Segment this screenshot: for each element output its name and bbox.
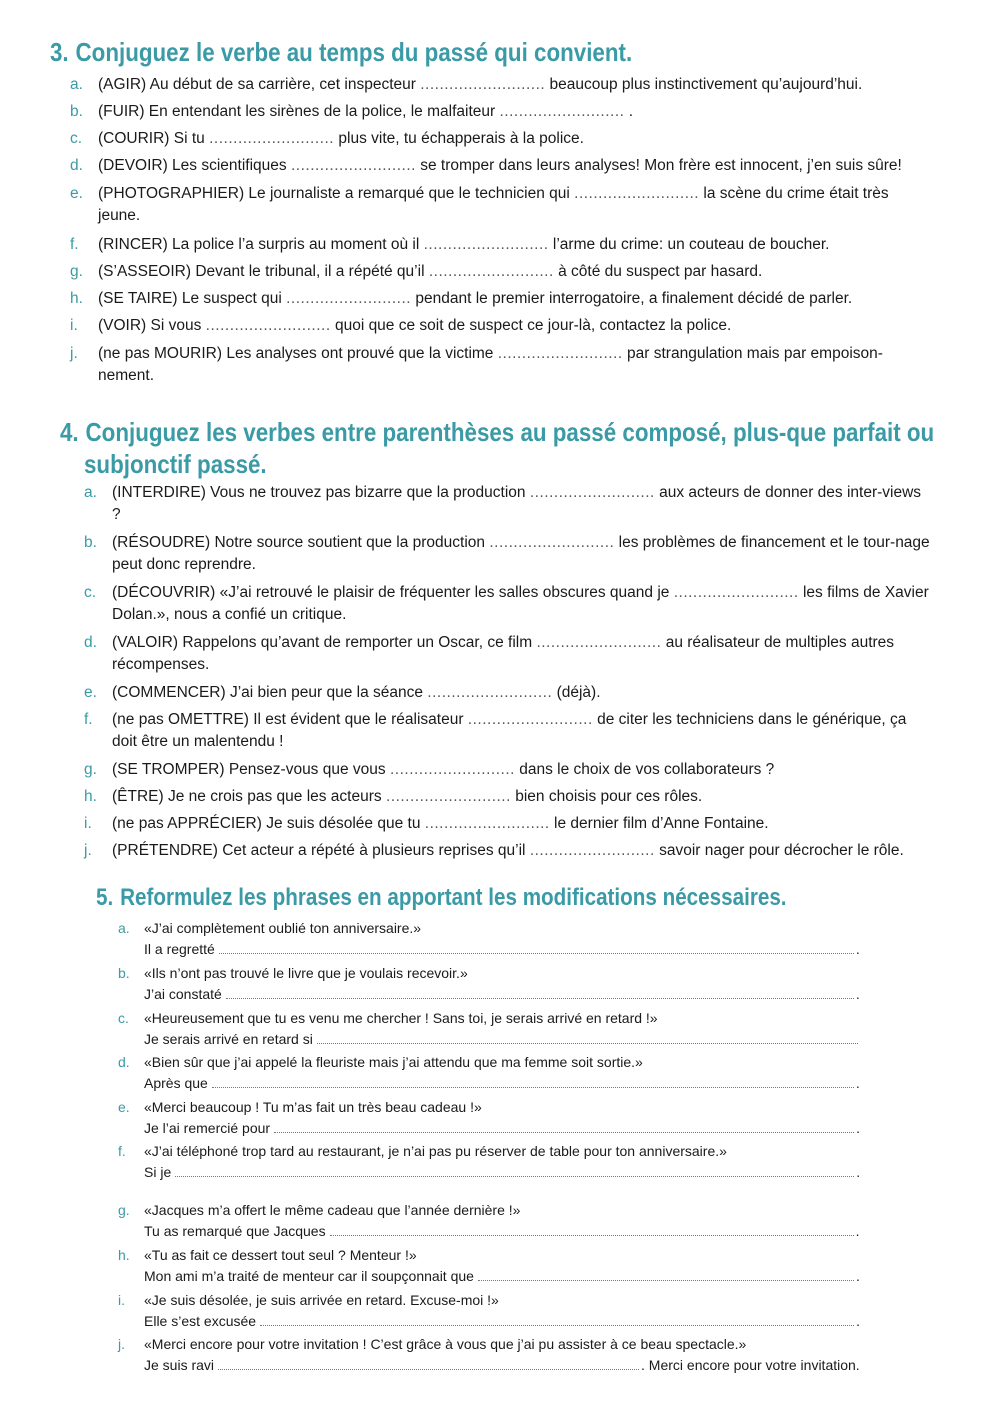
answer-blank[interactable]	[317, 1031, 858, 1044]
answer-blank[interactable]: ..........................	[209, 130, 335, 147]
exercise-item	[118, 963, 858, 1007]
quote-sentence: «Ils n’ont pas trouvé le livre que je voulais recevoir.»	[144, 965, 468, 981]
prompt-text: (COURIR) Si tu	[98, 130, 205, 147]
exercise-item	[70, 74, 930, 96]
answer-end: .	[855, 941, 860, 957]
exercise-item	[84, 632, 930, 678]
answer-start: Mon ami m’a traité de menteur car il soupçonnait que	[144, 1268, 474, 1284]
prompt-text: (RINCER) La police l’a surpris au moment où il	[98, 236, 420, 253]
answer-line	[144, 1266, 858, 1287]
exercise-item	[118, 1245, 858, 1289]
prompt-text: (SE TROMPER) Pensez-vous que vous	[112, 761, 386, 778]
item-letter: a.	[118, 920, 130, 936]
answer-end: .	[855, 1268, 860, 1284]
exercise-item	[70, 183, 930, 229]
item-letter: f.	[84, 711, 93, 728]
item-letter: c.	[70, 130, 83, 147]
exercise-item	[70, 261, 930, 283]
answer-blank[interactable]: ..........................	[286, 290, 412, 307]
answer-start: Après que	[144, 1075, 208, 1091]
item-letter: e.	[118, 1099, 130, 1115]
item-letter: g.	[70, 263, 83, 280]
quote-sentence: «Merci encore pour votre invitation ! C’est grâce à vous que j’ai pu assister à ce beau spectacle.»	[144, 1336, 747, 1352]
exercise-5-title	[96, 884, 787, 912]
answer-blank[interactable]	[218, 1357, 639, 1370]
exercise-instruction: Conjuguez le verbe au temps du passé qui convient.	[75, 37, 633, 67]
answer-line	[144, 1162, 861, 1183]
quote-sentence: «Je suis désolée, je suis arrivée en retard. Excuse-moi !»	[144, 1292, 499, 1308]
exercise-item	[70, 288, 930, 310]
prompt-text-after: (déjà).	[556, 684, 601, 701]
item-letter: e.	[84, 684, 97, 701]
answer-start: Je suis ravi	[144, 1357, 215, 1373]
exercise-instruction: Conjuguez les verbes entre parenthèses au passé composé, plus-que parfait ou	[85, 417, 935, 447]
prompt-text: (COMMENCER) J’ai bien peur que la séance	[112, 684, 423, 701]
exercise-3-title	[50, 38, 632, 66]
exercise-item	[70, 155, 930, 177]
exercise-item	[84, 840, 930, 862]
item-letter: j.	[118, 1336, 125, 1352]
item-letter: b.	[70, 103, 83, 120]
answer-blank[interactable]	[274, 1120, 854, 1133]
prompt-text: (S’ASSEOIR) Devant le tribunal, il a répété qu’il	[98, 263, 425, 280]
item-letter: i.	[70, 317, 78, 334]
exercise-item	[118, 1290, 858, 1334]
exercise-item	[84, 682, 930, 704]
prompt-text-after: à côté du suspect par hasard.	[558, 263, 763, 280]
answer-blank[interactable]	[212, 1075, 854, 1088]
item-letter: f.	[70, 236, 79, 253]
answer-blank[interactable]	[219, 941, 854, 954]
answer-blank[interactable]: ..........................	[529, 842, 655, 859]
prompt-text-after: beaucoup plus instinctivement qu’aujourd’hui.	[549, 76, 863, 93]
prompt-text-after: de citer les techniciens dans le générique, ça doit être un malentendu !	[112, 711, 907, 750]
item-letter: i.	[84, 815, 92, 832]
exercise-item	[84, 813, 930, 835]
prompt-text-after: la scène du crime était très jeune.	[98, 185, 889, 224]
exercise-item	[70, 128, 930, 150]
item-letter: b.	[118, 965, 130, 981]
item-letter: j.	[70, 345, 78, 362]
answer-blank[interactable]	[175, 1164, 854, 1177]
exercise-item	[118, 1008, 858, 1052]
quote-sentence: «J’ai complètement oublié ton anniversaire.»	[144, 920, 422, 936]
item-letter: d.	[118, 1054, 130, 1070]
exercise-item	[118, 1334, 858, 1378]
item-letter: h.	[118, 1247, 130, 1263]
exercise-item	[118, 1097, 858, 1141]
answer-end: . Merci encore pour votre invitation.	[641, 1357, 860, 1373]
answer-start: Tu as remarqué que Jacques	[144, 1223, 326, 1239]
answer-blank[interactable]: ..........................	[389, 761, 515, 778]
answer-end: .	[856, 1120, 860, 1136]
prompt-text: (ÊTRE) Je ne crois pas que les acteurs	[112, 788, 382, 805]
prompt-text-after: les films de Xavier Dolan.», nous a confié un critique.	[112, 584, 929, 623]
item-letter: h.	[70, 290, 83, 307]
item-letter: c.	[118, 1010, 129, 1026]
exercise-item	[118, 918, 858, 962]
prompt-text: (FUIR) En entendant les sirènes de la police, le malfaiteur	[98, 103, 496, 120]
quote-sentence: «Merci beaucoup ! Tu m’as fait un très beau cadeau !»	[144, 1099, 482, 1115]
answer-blank[interactable]: ..........................	[673, 584, 799, 601]
answer-start: Il a regretté	[144, 941, 215, 957]
answer-end: .	[855, 1075, 860, 1091]
exercise-item	[84, 532, 930, 578]
prompt-text-after: au réalisateur de multiples autres récompenses.	[112, 634, 895, 673]
prompt-text: (AGIR) Au début de sa carrière, cet inspecteur	[98, 76, 416, 93]
answer-blank[interactable]: ..........................	[467, 711, 593, 728]
answer-blank[interactable]: ..........................	[205, 317, 331, 334]
prompt-text: (SE TAIRE) Le suspect qui	[98, 290, 282, 307]
answer-blank[interactable]: ..........................	[499, 103, 625, 120]
exercise-item	[84, 759, 930, 781]
exercise-4-title-line-2	[84, 450, 267, 478]
prompt-text-after: les problèmes de financement et le tour-nage peut donc reprendre.	[112, 534, 930, 573]
exercise-item	[70, 315, 930, 337]
answer-line	[144, 1073, 858, 1094]
exercise-instruction-continued: subjonctif passé.	[84, 449, 267, 479]
exercise-item	[84, 482, 930, 528]
item-letter: g.	[118, 1202, 130, 1218]
answer-line	[144, 1118, 858, 1139]
answer-start: Elle s’est excusée	[144, 1313, 257, 1329]
item-letter: e.	[70, 185, 83, 202]
prompt-text-after: se tromper dans leurs analyses! Mon frère est innocent, j’en suis sûre!	[420, 157, 902, 174]
answer-blank[interactable]: ..........................	[290, 157, 416, 174]
item-letter: a.	[70, 76, 83, 93]
prompt-text: (ne pas APPRÉCIER) Je suis désolée que tu	[112, 815, 421, 832]
answer-blank[interactable]: ..........................	[424, 815, 550, 832]
prompt-text: (VOIR) Si vous	[98, 317, 202, 334]
prompt-text-after: savoir nager pour décrocher le rôle.	[659, 842, 904, 859]
answer-line	[144, 984, 858, 1005]
exercise-number: 3.	[50, 37, 69, 67]
prompt-text: (RÉSOUDRE) Notre source soutient que la production	[112, 534, 486, 551]
exercise-item	[70, 343, 930, 389]
answer-line	[144, 1311, 858, 1332]
exercise-item	[118, 1200, 858, 1244]
answer-blank[interactable]	[478, 1268, 854, 1281]
exercise-instruction: Reformulez les phrases en apportant les modifications nécessaires.	[120, 884, 787, 911]
answer-blank[interactable]: ..........................	[489, 534, 615, 551]
prompt-text-after: bien choisis pour ces rôles.	[515, 788, 703, 805]
quote-sentence: «J’ai téléphoné trop tard au restaurant, je n’ai pas pu réserver de table pour ton anniversaire.»	[144, 1143, 727, 1159]
answer-start: Je l’ai remercié pour	[144, 1120, 271, 1136]
prompt-text: (ne pas MOURIR) Les analyses ont prouvé que la victime	[98, 345, 494, 362]
item-letter: j.	[84, 842, 92, 859]
answer-start: Je serais arrivé en retard si	[144, 1031, 313, 1047]
prompt-text-after: aux acteurs de donner des inter-views ?	[112, 484, 922, 523]
item-letter: b.	[84, 534, 97, 551]
item-letter: i.	[118, 1292, 125, 1308]
prompt-text: (ne pas OMETTRE) Il est évident que le réalisateur	[112, 711, 464, 728]
answer-blank[interactable]	[226, 986, 854, 999]
prompt-text-after: dans le choix de vos collaborateurs ?	[519, 761, 775, 778]
exercise-item	[70, 101, 930, 123]
prompt-text: (INTERDIRE) Vous ne trouvez pas bizarre que la production	[112, 484, 526, 501]
exercise-4-title	[60, 418, 934, 446]
prompt-text: (DÉCOUVRIR) «J’ai retrouvé le plaisir de fréquenter les salles obscures quand je	[112, 584, 670, 601]
item-letter: d.	[84, 634, 97, 651]
answer-blank[interactable]: ..........................	[427, 684, 553, 701]
item-letter: c.	[84, 584, 97, 601]
answer-blank[interactable]: ..........................	[428, 263, 554, 280]
exercise-number: 5.	[96, 884, 114, 911]
quote-sentence: «Tu as fait ce dessert tout seul ? Menteur !»	[144, 1247, 417, 1263]
answer-line	[144, 1029, 858, 1050]
answer-end: .	[856, 1164, 861, 1180]
exercise-item	[84, 582, 930, 628]
exercise-item	[84, 709, 930, 755]
answer-blank[interactable]	[260, 1313, 854, 1326]
answer-line	[144, 939, 858, 960]
prompt-text: (PHOTOGRAPHIER) Le journaliste a remarqué que le technicien qui	[98, 185, 570, 202]
answer-line	[144, 1355, 858, 1376]
prompt-text-after: pendant le premier interrogatoire, a finalement décidé de parler.	[415, 290, 853, 307]
prompt-text: (VALOIR) Rappelons qu’avant de remporter un Oscar, ce film	[112, 634, 533, 651]
answer-end: .	[855, 986, 860, 1002]
item-letter: d.	[70, 157, 83, 174]
answer-blank[interactable]: ..........................	[574, 185, 700, 202]
prompt-text-after: par strangulation mais par empoison-nement.	[98, 345, 883, 384]
quote-sentence: «Jacques m’a offert le même cadeau que l’année dernière !»	[144, 1202, 521, 1218]
answer-blank[interactable]: ..........................	[385, 788, 511, 805]
item-letter: a.	[84, 484, 97, 501]
answer-start: Si je	[144, 1164, 172, 1180]
exercise-number: 4.	[60, 417, 79, 447]
answer-blank[interactable]: ..........................	[497, 345, 623, 362]
quote-sentence: «Heureusement que tu es venu me chercher ! Sans toi, je serais arrivé en retard !»	[144, 1010, 658, 1026]
answer-end: .	[856, 1313, 860, 1329]
answer-blank[interactable]	[330, 1223, 854, 1236]
answer-blank[interactable]: ..........................	[420, 76, 546, 93]
item-letter: g.	[84, 761, 97, 778]
prompt-text: (PRÉTENDRE) Cet acteur a répété à plusieurs reprises qu’il	[112, 842, 526, 859]
exercise-item	[70, 234, 930, 256]
prompt-text-after: .	[628, 103, 634, 120]
item-letter: f.	[118, 1143, 126, 1159]
exercise-item	[118, 1052, 858, 1096]
item-letter: h.	[84, 788, 97, 805]
answer-blank[interactable]: ..........................	[423, 236, 549, 253]
answer-blank[interactable]: ..........................	[536, 634, 662, 651]
quote-sentence: «Bien sûr que j’ai appelé la fleuriste mais j’ai attendu que ma femme soit sortie.»	[144, 1054, 643, 1070]
prompt-text-after: l’arme du crime: un couteau de boucher.	[552, 236, 830, 253]
exercise-item	[118, 1141, 861, 1185]
answer-blank[interactable]: ..........................	[529, 484, 655, 501]
answer-line	[144, 1221, 858, 1242]
prompt-text: (DEVOIR) Les scientifiques	[98, 157, 287, 174]
prompt-text-after: quoi que ce soit de suspect ce jour-là, contactez la police.	[334, 317, 732, 334]
answer-start: J’ai constaté	[144, 986, 222, 1002]
prompt-text-after: plus vite, tu échapperais à la police.	[338, 130, 584, 147]
answer-end: .	[855, 1223, 860, 1239]
exercise-item	[84, 786, 930, 808]
prompt-text-after: le dernier film d’Anne Fontaine.	[554, 815, 769, 832]
